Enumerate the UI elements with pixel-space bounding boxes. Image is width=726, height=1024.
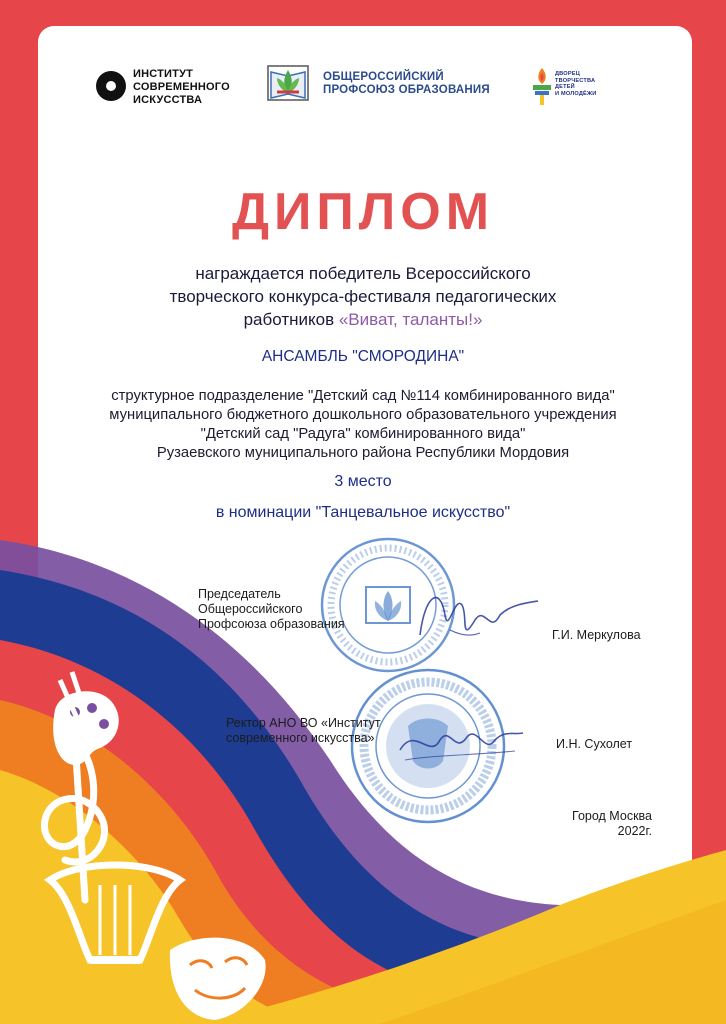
institute-line1: ИНСТИТУТ (133, 68, 194, 80)
rector-name: И.Н. Сухолет (556, 737, 633, 751)
chair-signature (400, 575, 540, 655)
rector-line2: современного искусства» (226, 731, 375, 745)
nomination-text: в номинации "Танцевальное искусство" (215, 504, 511, 521)
city: Город Москва (572, 809, 652, 823)
award-line2: творческого конкурса-фестиваля педагогических (169, 287, 557, 306)
palace-line2: ТВОРЧЕСТВА (555, 77, 596, 84)
palace-line3: ДЕТЕЙ (555, 84, 575, 90)
festival-name: «Виват, таланты!» (338, 310, 483, 329)
year: 2022г. (617, 824, 652, 838)
rector-line1: Ректор АНО ВО «Институт (226, 716, 381, 730)
place-text: 3 место (334, 473, 392, 490)
union-line1: ОБЩЕРОССИЙСКИЙ (323, 71, 444, 83)
institute-logo (95, 68, 235, 104)
organization-line1: структурное подразделение "Детский сад №114 комбинированного вида" (111, 388, 615, 404)
award-line3 (0, 308, 726, 331)
chair-name: Г.И. Меркулова (552, 628, 641, 642)
diploma-title: ДИПЛОМ (231, 183, 495, 241)
location (556, 809, 652, 839)
organization-line4: Рузаевского муниципального района Республики Мордовия (156, 445, 570, 461)
institute-line2: СОВРЕМЕННОГО (133, 81, 230, 93)
award-line1: награждается победитель Всероссийского (195, 264, 531, 283)
rector-title (226, 716, 381, 746)
chair-line1: Председатель (198, 587, 281, 601)
organization-line2: муниципального бюджетного дошкольного образовательного учреждения (109, 407, 617, 423)
award-line3-prefix: работников (243, 310, 335, 329)
palace-logo (531, 66, 601, 108)
ensemble-name: АНСАМБЛЬ "СМОРОДИНА" (261, 348, 465, 365)
chair-line2: Общероссийского (198, 602, 303, 616)
palace-torch-icon (531, 66, 553, 106)
award-text (0, 262, 726, 331)
union-emblem-icon (265, 60, 311, 106)
rector-signature (395, 715, 525, 775)
palace-line4: И МОЛОДЁЖИ (555, 90, 597, 97)
chair-line3: Профсоюза образования (198, 617, 345, 631)
institute-line3: ИСКУССТВА (133, 94, 203, 106)
union-logo (265, 60, 495, 110)
chair-title (198, 587, 345, 632)
organization-line3: "Детский сад "Радуга" комбинированного вида" (200, 426, 526, 442)
organization-text (0, 387, 726, 463)
palace-line1: ДВОРЕЦ (555, 71, 580, 77)
union-line2: ПРОФСОЮЗ ОБРАЗОВАНИЯ (323, 84, 490, 96)
institute-logo-icon (95, 70, 127, 102)
